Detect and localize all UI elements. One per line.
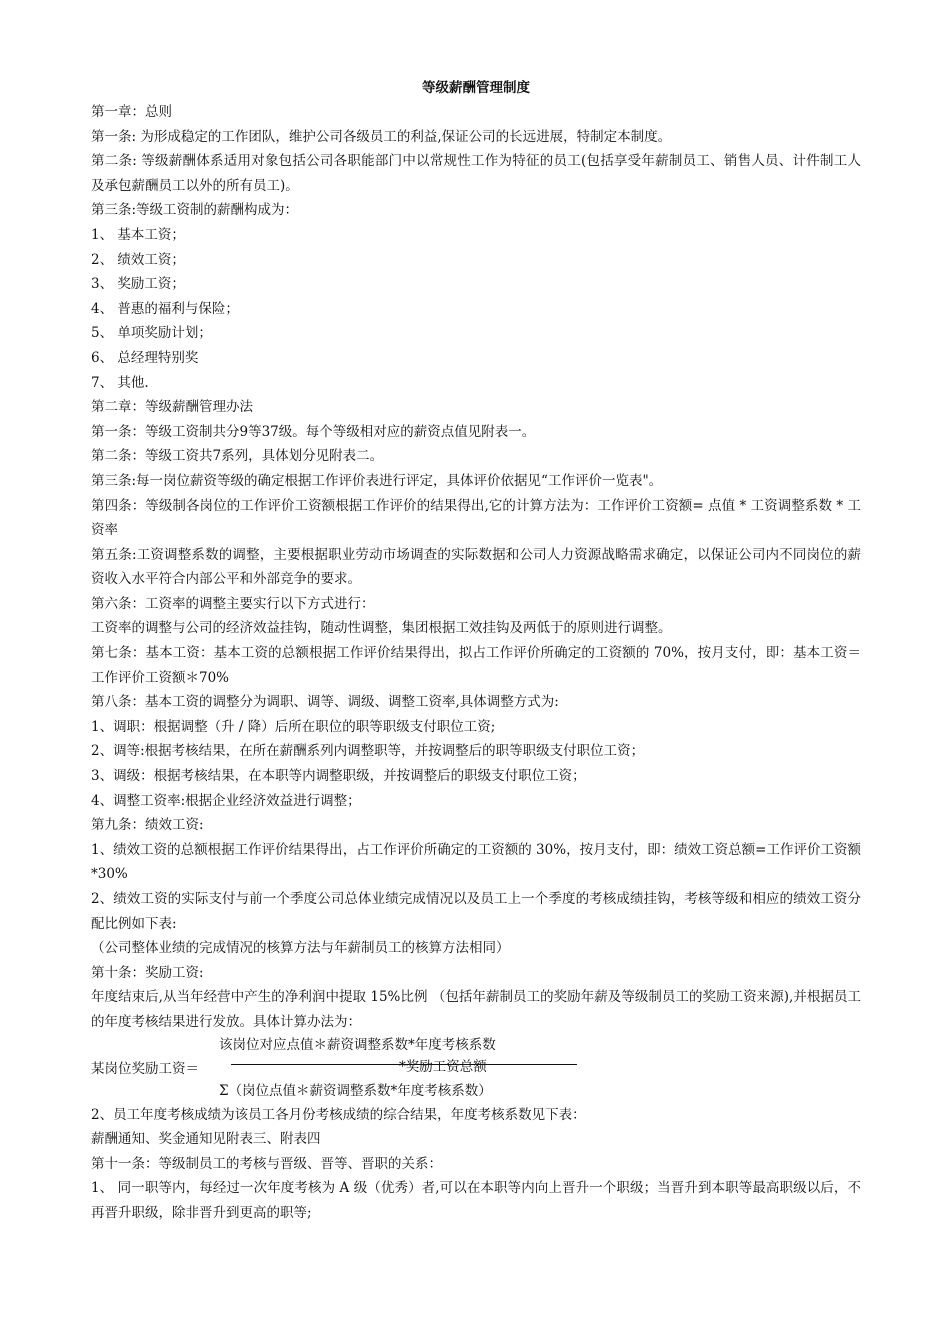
- paragraph: 工资率的调整与公司的经济效益挂钩，随动性调整，集团根据工效挂钩及两低于的原则进行调整。: [91, 620, 672, 637]
- paragraph: 第十条：奖励工资:: [91, 964, 204, 981]
- paragraph: 4、 普惠的福利与保险；: [91, 300, 239, 317]
- paragraph: 第二条：等级工资共7系列，具体划分见附表二。: [91, 448, 384, 465]
- paragraph: 第七条：基本工资：基本工资的总额根据工作评价结果得出，拟占工作评价所确定的工资额的 70%，按月支付，即：基本工资＝工作评价工资额＊70%: [91, 645, 861, 686]
- paragraph: 6、 总经理特别奖: [91, 349, 199, 366]
- paragraph: 5、 单项奖励计划；: [91, 325, 212, 342]
- formula-denominator: Σ（岗位点值＊薪资调整系数*年度考核系数）: [219, 1082, 492, 1099]
- paragraph: 4、调整工资率:根据企业经济效益进行调整；: [91, 792, 361, 809]
- paragraph: 第二条: 等级薪酬体系适用对象包括公司各职能部门中以常规性工作为特征的员工(包括享受年薪制员工、销售人员、计件制工人及承包薪酬员工以外的所有员工)。: [91, 153, 861, 194]
- paragraph: 第四条：等级制各岗位的工作评价工资额根据工作评价的结果得出,它的计算方法为：工作评价工资额= 点值 * 工资调整系数 * 工资率: [91, 497, 861, 539]
- paragraph: 第九条：绩效工资:: [91, 817, 204, 834]
- formula-numerator: 该岗位对应点值＊薪资调整系数*年度考核系数: [219, 1036, 496, 1053]
- paragraph: 第一条: 为形成稳定的工作团队，维护公司各级员工的利益,保证公司的长远进展，特制定本制度。: [91, 128, 672, 145]
- paragraph: 2、绩效工资的实际支付与前一个季度公司总体业绩完成情况以及员工上一个季度的考核成绩挂钩，考核等级和相应的绩效工资分配比例如下表:: [91, 891, 861, 932]
- paragraph: 7、 其他.: [91, 374, 149, 391]
- paragraph: 薪酬通知、奖金通知见附表三、附表四: [91, 1131, 321, 1148]
- paragraph: 3、 奖励工资；: [91, 276, 185, 293]
- body-section-b: [91, 1103, 861, 1226]
- document-title: 等级薪酬管理制度: [422, 80, 530, 96]
- formula-lhs: 某岗位奖励工资＝: [91, 1060, 199, 1077]
- paragraph: （公司整体业绩的完成情况的核算方法与年薪制员工的核算方法相同）: [91, 940, 510, 957]
- paragraph: 1、调职：根据调整（升 / 降）后所在职位的职等职级支付职位工资;: [91, 718, 496, 735]
- paragraph: 2、员工年度考核成绩为该员工各月份考核成绩的综合结果，年度考核系数见下表：: [91, 1106, 586, 1123]
- paragraph: 2、 绩效工资；: [91, 251, 185, 268]
- paragraph: 第二章：等级薪酬管理办法: [91, 399, 253, 416]
- paragraph: 第三条:等级工资制的薪酬构成为：: [91, 202, 299, 219]
- paragraph: 1、绩效工资的总额根据工作评价结果得出，占工作评价所确定的工资额的 30%，按月支付，即：绩效工资总额=工作评价工资额*30%: [91, 841, 861, 883]
- paragraph: 2、调等:根据考核结果，在所在薪酬系列内调整职等，并按调整后的职等职级支付职位工资；: [91, 743, 645, 760]
- document-page: [91, 76, 861, 1226]
- bonus-formula: [91, 1035, 861, 1103]
- body-section-a: [91, 100, 861, 1035]
- formula-middle: *奖励工资总额: [399, 1058, 487, 1075]
- paragraph: 第一条：等级工资制共分9等37级。每个等级相对应的薪资点值见附表一。: [91, 423, 536, 440]
- paragraph: 第六条：工资率的调整主要实行以下方式进行：: [91, 595, 375, 612]
- paragraph: 第三条:每一岗位薪资等级的确定根据工作评价表进行评定，具体评价依据见“工作评价一览表"。: [91, 472, 663, 489]
- paragraph: 第五条:工资调整系数的调整，主要根据职业劳动市场调查的实际数据和公司人力资源战略需求确定，以保证公司内不同岗位的薪资收入水平符合内部公平和外部竞争的要求。: [91, 546, 861, 588]
- paragraph: 第八条：基本工资的调整分为调职、调等、调级、调整工资率,具体调整方式为:: [91, 694, 559, 711]
- paragraph: 第一章：总则: [91, 104, 172, 120]
- paragraph: 1、 同一职等内，每经过一次年度考核为 A 级（优秀）者,可以在本职等内向上晋升一个职级；当晋升到本职等最高职级以后，不再晋升职级，除非晋升到更高的职等;: [91, 1180, 861, 1221]
- paragraph: 1、 基本工资；: [91, 226, 185, 243]
- paragraph: 第十一条：等级制员工的考核与晋级、晋等、晋职的关系：: [91, 1155, 442, 1172]
- paragraph: 3、调级：根据考核结果，在本职等内调整职级，并按调整后的职级支付职位工资；: [91, 768, 586, 785]
- paragraph: 年度结束后,从当年经营中产生的净利润中提取 15%比例 （包括年薪制员工的奖励年薪及等级制员工的奖励工资来源),并根据员工的年度考核结果进行发放。具体计算办法为：: [91, 989, 861, 1030]
